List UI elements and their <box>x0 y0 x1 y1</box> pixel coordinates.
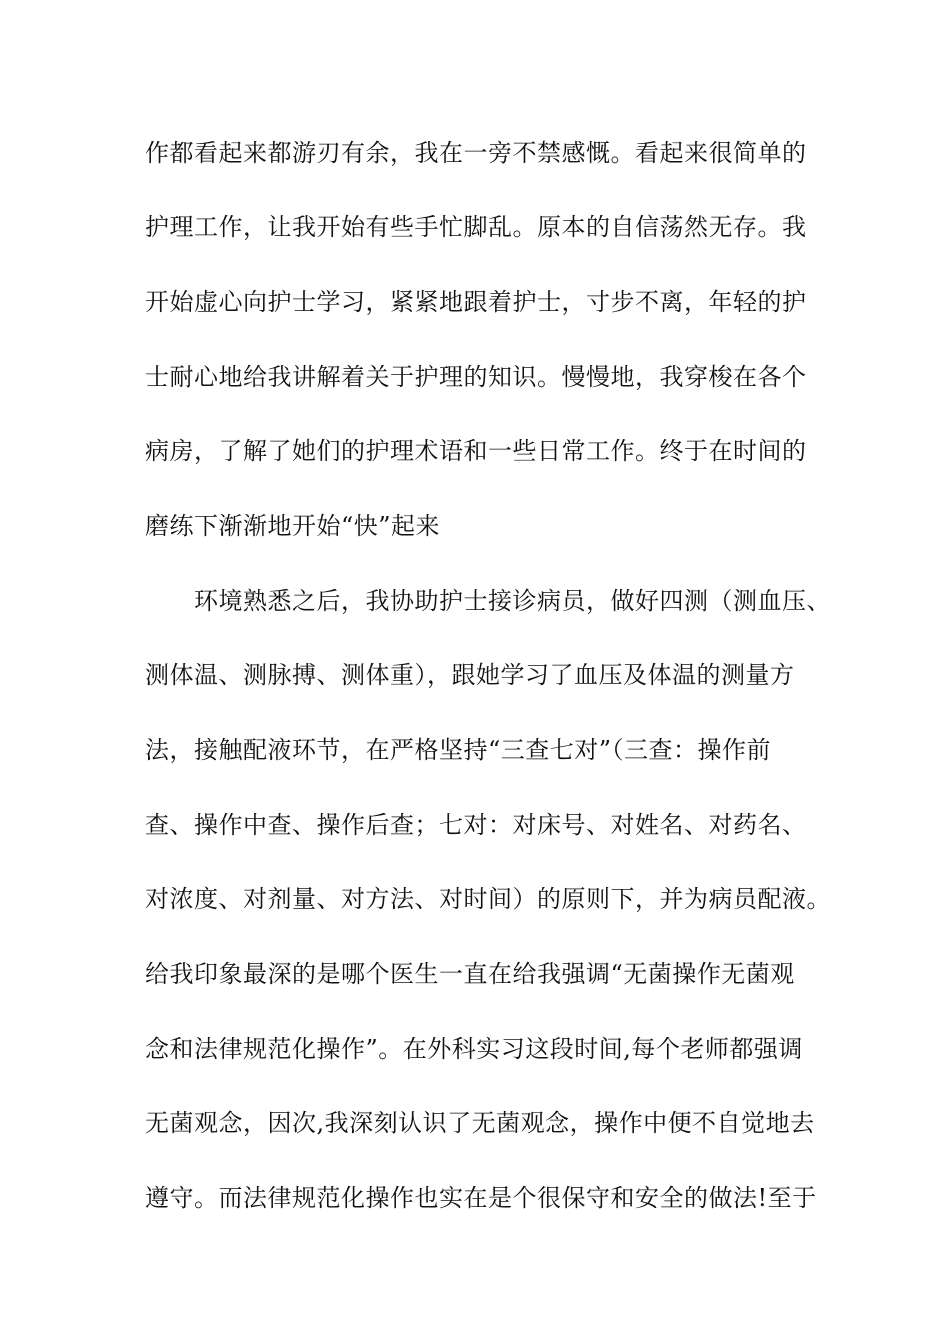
text-line: 对浓度、对剂量、对方法、对时间）的原则下，并为病员配液。 <box>145 885 831 913</box>
text-line: 给我印象最深的是哪个医生一直在给我强调“无菌操作无菌观 <box>145 960 795 988</box>
text-line: 开始虚心向护士学习，紧紧地跟着护士，寸步不离，年轻的护 <box>145 288 807 316</box>
text-line: 查、操作中查、操作后查；七对：对床号、对姓名、对药名、 <box>145 811 807 839</box>
text-line: 护理工作，让我开始有些手忙脚乱。原本的自信荡然无存。我 <box>145 213 807 241</box>
text-line: 测体温、测脉搏、测体重），跟她学习了血压及体温的测量方 <box>145 661 795 689</box>
text-line: 无菌观念，因次,我深刻认识了无菌观念，操作中便不自觉地去 <box>145 1109 815 1137</box>
text-line: 作都看起来都游刃有余，我在一旁不禁感慨。看起来很简单的 <box>145 139 807 167</box>
text-line: 磨练下渐渐地开始“快”起来 <box>145 512 441 540</box>
text-line: 念和法律规范化操作”。在外科实习这段时间,每个老师都强调 <box>145 1035 803 1063</box>
text-line: 遵守。而法律规范化操作也实在是个很保守和安全的做法!至于 <box>145 1184 817 1212</box>
text-line: 士耐心地给我讲解着关于护理的知识。慢慢地，我穿梭在各个 <box>145 363 807 391</box>
text-line: 法，接触配液环节，在严格坚持“三查七对”（三查：操作前 <box>145 736 772 764</box>
paragraph-start-line: 环境熟悉之后，我协助护士接诊病员，做好四测（测血压、 <box>145 587 831 615</box>
text-line: 病房，了解了她们的护理术语和一些日常工作。终于在时间的 <box>145 437 807 465</box>
